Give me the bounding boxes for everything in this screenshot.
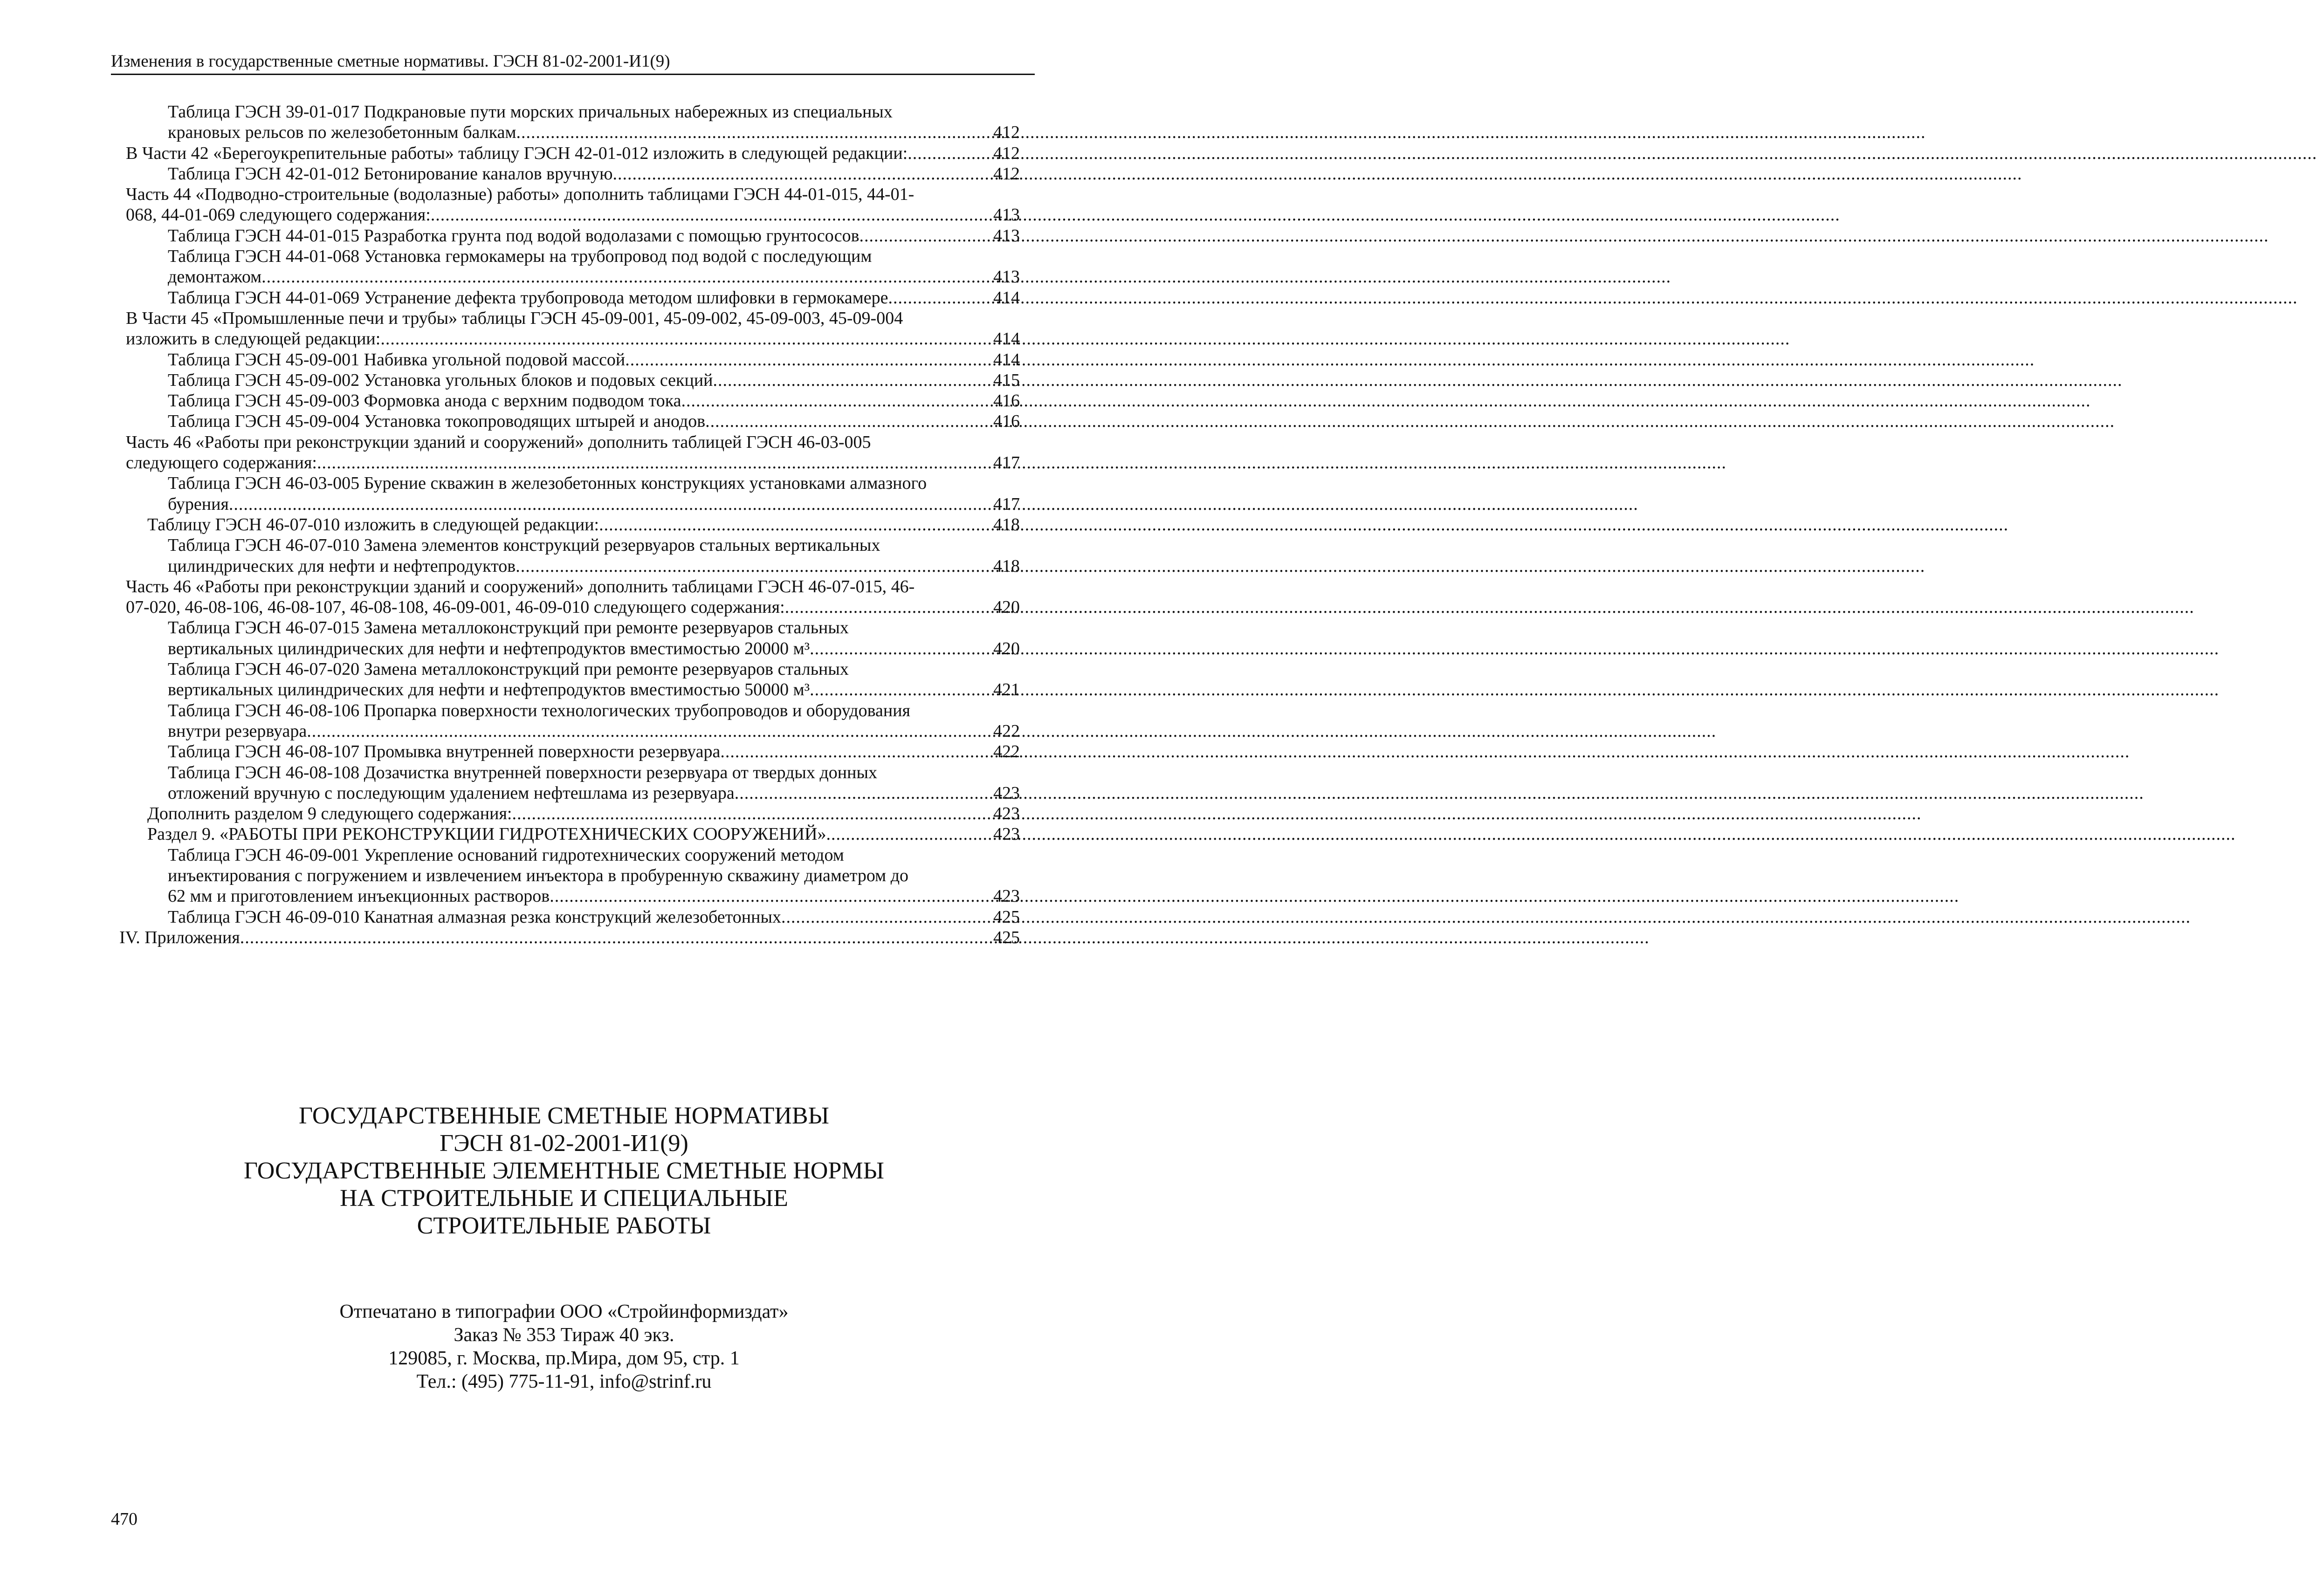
toc-entry [126, 741, 1020, 762]
dot-leader [908, 143, 992, 164]
toc-page-number: 425 [993, 927, 1020, 947]
toc-entry-text: Раздел 9. «РАБОТЫ ПРИ РЕКОНСТРУКЦИИ ГИДРОТЕХНИЧЕСКИХ СООРУЖЕНИЙ» [147, 824, 826, 844]
toc-page-number: 422 [993, 742, 1020, 762]
imprint-line: Отпечатано в типографии ООО «Стройинформиздат» [339, 1301, 789, 1322]
toc-entry [126, 184, 1020, 226]
toc-entry-text: Таблица ГЭСН 45-09-004 Установка токопроводящих штырей и анодов [168, 411, 706, 432]
toc-page-number: 412 [993, 164, 1020, 184]
toc-page-number: 423 [993, 783, 1020, 803]
toc-entry-text: Таблица ГЭСН 46-09-001 Укрепление оснований гидротехнических сооружений методом [168, 845, 844, 865]
dot-leader [810, 638, 992, 659]
toc-entry [126, 762, 1020, 804]
toc-entry-text: 62 мм и приготовлением инъекционных растворов [168, 886, 550, 906]
toc-entry-text: вертикальных цилиндрических для нефти и нефтепродуктов вместимостью 50000 м³ [168, 680, 810, 700]
toc-entry-text: цилиндрических для нефти и нефтепродуктов [168, 556, 516, 576]
dot-leader [550, 886, 992, 906]
toc-page-number: 420 [993, 597, 1020, 617]
toc-entry [126, 659, 1020, 700]
toc-entry [126, 164, 1020, 184]
dot-leader [781, 907, 992, 927]
toc-page-number: 417 [993, 494, 1020, 514]
toc-entry [126, 432, 1020, 473]
imprint-line: Заказ № 353 Тираж 40 экз. [454, 1324, 674, 1346]
dot-leader [785, 597, 992, 617]
toc-entry [126, 535, 1020, 576]
toc-page-number: 423 [993, 824, 1020, 844]
toc-page-number: 414 [993, 329, 1020, 349]
printing-imprint [0, 1300, 1128, 1393]
toc-entry [126, 824, 1020, 844]
toc-page-number: 416 [993, 391, 1020, 411]
toc-entry-text: Таблица ГЭСН 46-08-107 Промывка внутренней поверхности резервуара [168, 742, 721, 762]
toc-page-number: 414 [993, 349, 1020, 370]
toc-entry-text: Таблица ГЭСН 46-07-015 Замена металлоконструкций при ремонте резервуаров стальных [168, 618, 849, 638]
toc-entry [126, 411, 1020, 432]
dot-leader [705, 411, 992, 432]
toc-entry-text: Таблица ГЭСН 46-03-005 Бурение скважин в железобетонных конструкциях установками алмазного [168, 473, 927, 493]
toc-page-number: 412 [993, 123, 1020, 143]
document-title-block [0, 1102, 1128, 1240]
toc-entry [126, 617, 1020, 659]
toc-entry-text: Таблица ГЭСН 45-09-002 Установка угольных блоков и подовых секций [168, 370, 713, 390]
toc-page-number: 414 [993, 288, 1020, 308]
toc-page-number: 413 [993, 267, 1020, 287]
toc-page-number: 415 [993, 370, 1020, 390]
toc-entry [126, 370, 1020, 390]
toc-page-number: 416 [993, 411, 1020, 432]
dot-leader [810, 679, 992, 700]
table-of-contents [119, 102, 1020, 948]
imprint-line: 129085, г. Москва, пр.Мира, дом 95, стр. 1 [388, 1348, 740, 1369]
toc-entry-text: Таблица ГЭСН 46-08-108 Дозачистка внутренней поверхности резервуара от твердых донных [168, 762, 878, 782]
dot-leader [625, 349, 992, 370]
toc-entry-text: IV. Приложения [119, 927, 240, 947]
toc-entry-text: Таблица ГЭСН 44-01-069 Устранение дефекта трубопровода методом шлифовки в гермокамере [168, 288, 888, 308]
toc-page-number: 423 [993, 886, 1020, 906]
toc-entry [126, 845, 1020, 907]
dot-leader [307, 721, 992, 741]
toc-entry [126, 349, 1020, 370]
toc-entry-text: Таблица ГЭСН 46-09-010 Канатная алмазная резка конструкций железобетонных [168, 907, 781, 927]
toc-entry-text: отложений вручную с последующим удалением нефтешлама из резервуара [168, 783, 735, 803]
dot-leader [380, 329, 992, 349]
toc-entry-text: Часть 46 «Работы при реконструкции зданий и сооружений» дополнить таблицей ГЭСН 46-03-005 [126, 432, 871, 452]
dot-leader [431, 205, 992, 225]
dot-leader [261, 267, 992, 287]
toc-entry-text: Часть 46 «Работы при реконструкции зданий и сооружений» дополнить таблицами ГЭСН 46-07-015, 46- [126, 576, 915, 596]
toc-entry [126, 143, 1020, 164]
toc-entry-text: бурения [168, 494, 229, 514]
toc-entry-text: Таблица ГЭСН 44-01-015 Разработка грунта под водой водолазами с помощью грунтососов [168, 226, 859, 246]
toc-entry-text: Таблица ГЭСН 39-01-017 Подкрановые пути морских причальных набережных из специальных [168, 102, 893, 122]
toc-entry [126, 473, 1020, 514]
dot-leader [735, 783, 992, 803]
toc-entry-text: Дополнить разделом 9 следующего содержания: [147, 804, 512, 824]
running-header: Изменения в государственные сметные нормативы. ГЭСН 81-02-2001-И1(9) [111, 50, 1035, 75]
toc-entry [126, 308, 1020, 349]
title-line: СТРОИТЕЛЬНЫЕ РАБОТЫ [417, 1212, 711, 1239]
toc-entry-text: внутри резервуара [168, 721, 307, 741]
dot-leader [317, 452, 992, 473]
toc-entry-text: изложить в следующей редакции: [126, 329, 381, 349]
dot-leader [512, 803, 993, 824]
toc-entry-text: Таблица ГЭСН 44-01-068 Установка гермокамеры на трубопровод под водой с последующим [168, 247, 872, 267]
toc-entry [126, 576, 1020, 618]
page-number: 470 [111, 1509, 138, 1529]
dot-leader [888, 288, 992, 308]
toc-page-number: 420 [993, 638, 1020, 658]
toc-entry-text: следующего содержания: [126, 453, 317, 473]
dot-leader [681, 390, 992, 411]
toc-entry-text: Таблица ГЭСН 45-09-001 Набивка угольной подовой массой [168, 349, 626, 370]
toc-entry-text: демонтажом [168, 267, 262, 287]
toc-entry-text: Таблица ГЭСН 46-07-010 Замена элементов конструкций резервуаров стальных вертикальных [168, 535, 880, 555]
toc-entry [126, 226, 1020, 246]
toc-entry [119, 927, 1020, 948]
toc-page-number: 413 [993, 226, 1020, 246]
dot-leader [240, 927, 992, 948]
dot-leader [826, 824, 992, 844]
toc-entry-text: Часть 44 «Подводно-строительные (водолазные) работы» дополнить таблицами ГЭСН 44-01-015, 44-01- [126, 185, 914, 205]
toc-page-number: 418 [993, 556, 1020, 576]
toc-page-number: 413 [993, 205, 1020, 225]
toc-entry-text: 068, 44-01-069 следующего содержания: [126, 205, 431, 225]
toc-entry [126, 246, 1020, 288]
toc-page-number: 421 [993, 680, 1020, 700]
dot-leader [859, 226, 992, 246]
toc-entry [126, 907, 1020, 927]
toc-entry-text: В Части 45 «Промышленные печи и трубы» таблицы ГЭСН 45-09-001, 45-09-002, 45-09-003, 45-09-004 [126, 308, 903, 328]
toc-entry [126, 514, 1020, 535]
toc-page-number: 412 [993, 143, 1020, 163]
toc-entry-text: инъектирования с погружением и извлечением инъектора в пробуренную скважину диаметром до [168, 865, 909, 885]
toc-page-number: 417 [993, 453, 1020, 473]
dot-leader [229, 494, 992, 514]
toc-entry-text: Таблица ГЭСН 46-07-020 Замена металлоконструкций при ремонте резервуаров стальных [168, 659, 849, 679]
toc-entry-text: Таблица ГЭСН 42-01-012 Бетонирование каналов вручную [168, 164, 613, 184]
dot-leader [720, 741, 992, 762]
toc-entry-text: вертикальных цилиндрических для нефти и нефтепродуктов вместимостью 20000 м³ [168, 638, 810, 658]
toc-entry [126, 390, 1020, 411]
title-line: НА СТРОИТЕЛЬНЫЕ И СПЕЦИАЛЬНЫЕ [340, 1185, 788, 1212]
toc-page-number: 422 [993, 721, 1020, 741]
dot-leader [516, 556, 992, 576]
toc-entry-text: 07-020, 46-08-106, 46-08-107, 46-08-108, 46-09-001, 46-09-010 следующего содержания: [126, 597, 785, 617]
toc-entry-text: Таблицу ГЭСН 46-07-010 изложить в следующей редакции: [147, 514, 599, 534]
toc-page-number: 418 [993, 514, 1020, 534]
dot-leader [713, 370, 992, 390]
toc-entry [126, 803, 1020, 824]
imprint-line: Тел.: (495) 775-11-91, info@strinf.ru [416, 1371, 712, 1392]
toc-entry [126, 102, 1020, 143]
toc-entry [126, 288, 1020, 308]
dot-leader [599, 514, 992, 535]
title-line: ГОСУДАРСТВЕННЫЕ СМЕТНЫЕ НОРМАТИВЫ [299, 1103, 829, 1129]
toc-entry-text: В Части 42 «Берегоукрепительные работы» таблицу ГЭСН 42-01-012 изложить в следующей редакции: [126, 143, 908, 163]
title-line: ГЭСН 81-02-2001-И1(9) [440, 1130, 688, 1157]
toc-entry-text: Таблица ГЭСН 45-09-003 Формовка анода с верхним подводом тока [168, 391, 681, 411]
toc-entry [126, 700, 1020, 742]
document-page [0, 0, 1128, 1596]
toc-entry-text: Таблица ГЭСН 46-08-106 Пропарка поверхности технологических трубопроводов и оборудования [168, 700, 911, 720]
dot-leader [612, 164, 992, 184]
toc-entry-text: крановых рельсов по железобетонным балкам [168, 123, 516, 143]
toc-page-number: 425 [993, 907, 1020, 927]
toc-page-number: 423 [993, 804, 1020, 824]
dot-leader [516, 122, 993, 143]
title-line: ГОСУДАРСТВЕННЫЕ ЭЛЕМЕНТНЫЕ СМЕТНЫЕ НОРМЫ [244, 1158, 884, 1184]
